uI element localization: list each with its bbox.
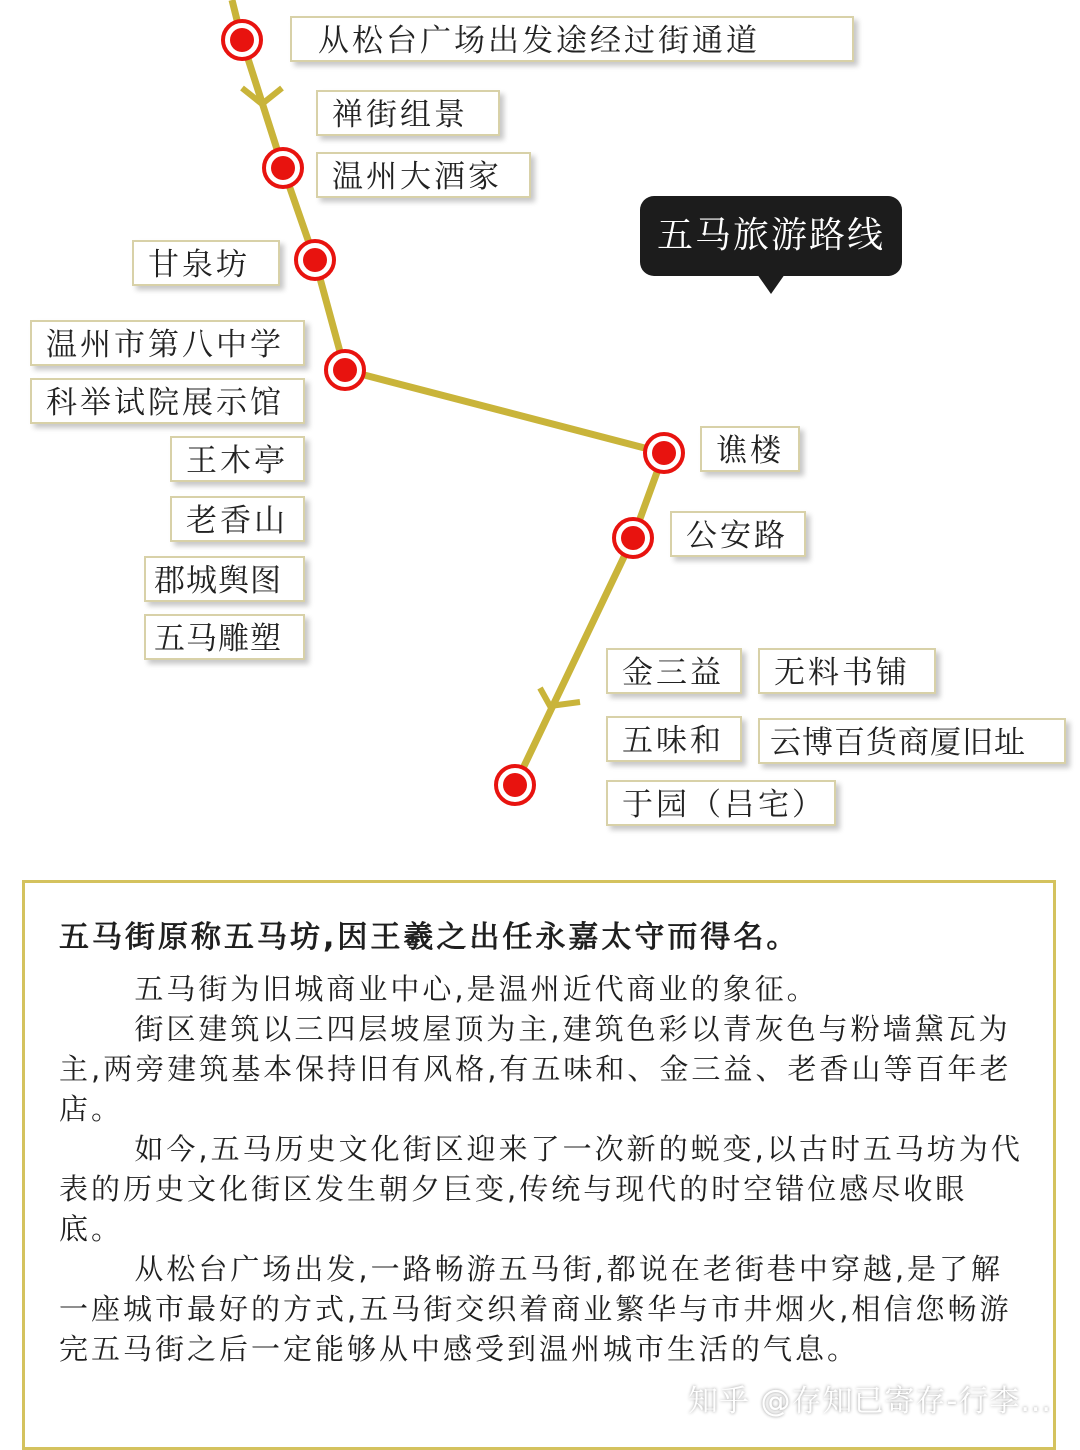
description-box [22,880,1056,1450]
stop-label: 五马雕塑 [144,614,305,660]
description-title: 五马街原称五马坊,因王羲之出任永嘉太守而得名。 [59,920,800,955]
stop-label: 谯楼 [700,426,800,472]
stop-label: 于园（吕宅） [606,780,836,826]
watermark: 知乎 @存知已寄存-行李... [688,1384,1052,1419]
route-stop [645,434,683,472]
stop-label: 甘泉坊 [132,240,280,286]
description-paragraph: 如今,五马历史文化街区迎来了一次新的蜕变,以古时五马坊为代表的历史文化街区发生朝夕巨变,传统与现代的时空错位感尽收眼底。 [59,1132,1023,1246]
description-paragraph: 五马街为旧城商业中心,是温州近代商业的象征。 [134,972,819,1006]
description-paragraph: 从松台广场出发,一路畅游五马街,都说在老街巷中穿越,是了解一座城市最好的方式,五马街交织着商业繁华与市井烟火,相信您畅游完五马街之后一定能够从中感受到温州城市生活的气息。 [59,1252,1012,1366]
stop-label: 金三益 [606,648,742,694]
stop-label: 公安路 [670,511,806,557]
route-stop [296,241,334,279]
stop-label: 从松台广场出发途经过街通道 [290,16,854,62]
stop-label: 五味和 [606,716,742,762]
stop-label: 禅街组景 [316,90,500,136]
stop-label: 无料书铺 [758,648,936,694]
stop-label: 温州大酒家 [316,152,531,198]
tooltip-arrow [757,274,785,294]
stop-label: 王木亭 [170,436,305,482]
stop-label: 郡城舆图 [144,556,305,602]
description-paragraph: 街区建筑以三四层坡屋顶为主,建筑色彩以青灰色与粉墙黛瓦为主,两旁建筑基本保持旧有风格,有五味和、金三益、老香山等百年老店。 [59,1012,1012,1126]
route-stop [223,21,261,59]
stop-label: 云博百货商厦旧址 [758,718,1066,764]
route-title-tooltip: 五马旅游路线 [640,196,902,276]
route-stop [326,351,364,389]
stop-label: 科举试院展示馆 [30,378,305,424]
route-stop [496,766,534,804]
route-stop [264,149,302,187]
stop-label: 温州市第八中学 [30,320,305,366]
stop-label: 老香山 [170,496,305,542]
route-stop [614,519,652,557]
